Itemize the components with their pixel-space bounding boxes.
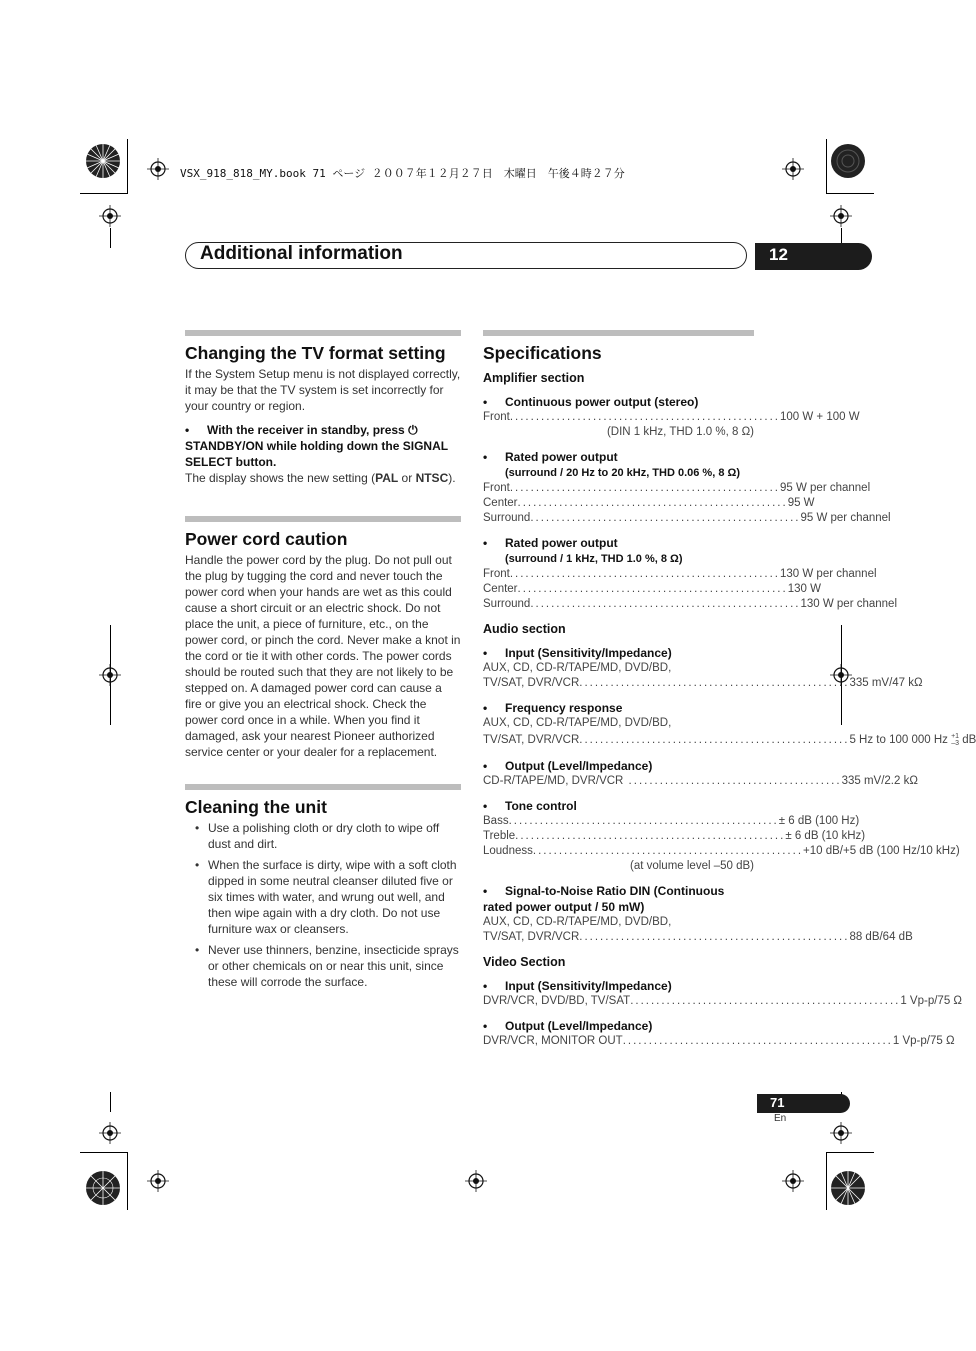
crosshair-icon	[99, 664, 121, 686]
spec-label: Surround	[483, 512, 531, 524]
spec-row: TV/SAT, DVR/VCR .................................................... 335 mV/47 kΩ	[483, 677, 923, 689]
crosshair-icon	[99, 1122, 121, 1144]
crosshair-icon	[465, 1170, 487, 1192]
tv-format-intro: If the System Setup menu is not displayed correctly, it may be that the TV system is set incorrectly for your country or region.	[185, 367, 461, 413]
amplifier-heading: Amplifier section	[483, 371, 585, 385]
spec-line: AUX, CD, CD-R/TAPE/MD, DVD/BD,	[483, 916, 672, 928]
bullet: •	[195, 821, 200, 835]
spec-row: Front .................................................... 95 W per channel	[483, 482, 871, 494]
item-text: When the surface is dirty, wipe with a soft cloth dipped in some neutral cleanser diluted five or six times with water, and wrung out well, and then wipe again with a dry cloth. Do not use furniture wax or cleansers.	[208, 858, 457, 936]
section-title: Specifications	[483, 343, 602, 363]
spec-row: Bass .................................................... ± 6 dB (100 Hz)	[483, 815, 860, 827]
page-number: 71	[770, 1095, 785, 1110]
tolerance-plus: +1	[951, 732, 960, 740]
spec-label: Loudness	[483, 845, 533, 857]
spec-value: 100 W + 100 W	[780, 411, 860, 423]
spec-value: 335 mV/47 kΩ	[849, 677, 923, 689]
tv-format-result	[185, 470, 461, 486]
spec-value: 95 W per channel	[800, 512, 891, 524]
spec-value: ± 6 dB (100 Hz)	[778, 815, 860, 827]
spec-heading-text: Output (Level/Impedance)	[505, 759, 653, 773]
starburst-mark-tl	[85, 143, 121, 179]
crosshair-icon	[782, 1170, 804, 1192]
spec-label: DVR/VCR, DVD/BD, TV/SAT	[483, 995, 631, 1007]
spec-row: DVR/VCR, DVD/BD, TV/SAT .................................................... 1 Vp-p/75 Ω	[483, 995, 963, 1007]
spec-heading	[483, 758, 754, 774]
spec-value: 130 W per channel	[780, 568, 877, 580]
list-item	[185, 857, 461, 937]
spec-row: Center .................................................... 130 W	[483, 583, 821, 595]
spec-value: +10 dB/+5 dB (100 Hz/10 kHz)	[803, 845, 960, 857]
bullet: •	[483, 701, 488, 715]
left-column	[185, 330, 461, 995]
audio-heading: Audio section	[483, 622, 566, 636]
bullet: •	[483, 979, 488, 993]
frequency-response-spec	[483, 700, 976, 749]
section-rule	[483, 330, 754, 336]
rated-power-spec-2	[483, 535, 898, 612]
spec-line: AUX, CD, CD-R/TAPE/MD, DVD/BD,	[483, 662, 672, 674]
bullet: •	[483, 450, 488, 464]
spec-heading-text: Input (Sensitivity/Impedance)	[505, 646, 672, 660]
result-suffix: ).	[448, 471, 456, 485]
spec-row: Surround .................................................... 95 W per channel	[483, 512, 891, 524]
section-rule	[185, 516, 461, 522]
section-title: Changing the TV format setting	[185, 343, 446, 363]
chapter-title: Additional information	[200, 243, 403, 264]
list-item	[185, 820, 461, 852]
spec-heading-text: Signal-to-Noise Ratio DIN (Continuous rated power output / 50 mW)	[483, 884, 725, 914]
crosshair-icon	[782, 158, 804, 180]
spec-row: Center .................................................... 95 W	[483, 497, 815, 509]
spec-value: ± 6 dB (10 kHz)	[785, 830, 866, 842]
spec-row: CD-R/TAPE/MD, DVR/VCR ......................................... 335 mV/2.2 kΩ	[483, 775, 918, 787]
spec-heading	[483, 700, 754, 716]
item-text: Never use thinners, benzine, insecticide sprays or other chemicals on or near this unit, since these will corrode the surface.	[208, 943, 459, 989]
starburst-mark-br	[830, 1170, 866, 1206]
power-cord-body: Handle the power cord by the plug. Do not pull out the plug by tugging the cord and never touch the power cord when your hands are wet as this could cause a short circuit or an electric shock. Do not place the unit, a piece of furniture, etc., on the power cord, or pinch the cord. Never make a knot in the cord or tie it with other cords. The power cords should be routed such that they are not likely to be stepped on. A damaged power cord can cause a fire or give you an electrical shock. Check the power cord once in a while. When you find it damaged, ask your nearest Pioneer authorized service center or your dealer for a replacement.	[185, 553, 461, 759]
spec-value: 95 W per channel	[780, 482, 871, 494]
spec-row: DVR/VCR, MONITOR OUT .................................................... 1 Vp-p/75 Ω	[483, 1035, 955, 1047]
tv-format-step	[185, 422, 461, 470]
spec-label: Front	[483, 411, 510, 423]
spec-value: 130 W per channel	[800, 598, 898, 610]
spec-label: TV/SAT, DVR/VCR	[483, 931, 580, 943]
tv-format-section	[185, 330, 461, 486]
bullet: •	[483, 1019, 488, 1033]
section-title: Power cord caution	[185, 529, 348, 549]
spec-heading-text: Rated power output	[505, 450, 618, 464]
chapter-number: 12	[769, 245, 788, 264]
freq-unit: dB	[962, 734, 976, 746]
spec-heading	[483, 394, 754, 410]
spec-label: Front	[483, 568, 510, 580]
spec-heading	[483, 535, 754, 551]
result-or: or	[398, 471, 416, 485]
spec-row: Treble .................................................... ± 6 dB (10 kHz)	[483, 830, 866, 842]
spec-row: TV/SAT, DVR/VCR .................................................... 88 dB/64 dB	[483, 931, 913, 943]
spec-row: Front .................................................... 100 W + 100 W	[483, 411, 860, 423]
bullet: •	[483, 646, 488, 660]
power-cord-section	[185, 516, 461, 760]
spec-label: Treble	[483, 830, 516, 842]
crosshair-icon	[99, 205, 121, 227]
bullet: •	[483, 884, 488, 898]
spec-heading	[483, 798, 754, 814]
spec-label: CD-R/TAPE/MD, DVR/VCR	[483, 775, 624, 787]
bullet: •	[195, 858, 200, 872]
crosshair-icon	[830, 1122, 852, 1144]
spec-label: TV/SAT, DVR/VCR	[483, 734, 580, 746]
spec-note: (at volume level –50 dB)	[629, 860, 754, 872]
spec-value: 335 mV/2.2 kΩ	[841, 775, 918, 787]
spec-row: Surround .................................................... 130 W per channel	[483, 598, 898, 610]
section-rule	[185, 330, 461, 336]
spec-label: Front	[483, 482, 510, 494]
spec-row: TV/SAT, DVR/VCR .................................................... 5 Hz to 100 000 Hz +1 –3 dB	[483, 731, 754, 749]
starburst-mark-bl	[85, 1170, 121, 1206]
spec-value: 1 Vp-p/75 Ω	[892, 1035, 955, 1047]
ntsc-label: NTSC	[415, 471, 449, 485]
spec-value: 1 Vp-p/75 Ω	[900, 995, 963, 1007]
spec-value: 130 W	[787, 583, 821, 595]
specifications-column	[483, 330, 976, 1058]
spec-heading	[483, 449, 754, 465]
spec-heading-text: Output (Level/Impedance)	[505, 1019, 653, 1033]
pal-label: PAL	[375, 471, 399, 485]
cleaning-section	[185, 784, 461, 990]
audio-output-spec	[483, 758, 918, 789]
spec-heading-text: Input (Sensitivity/Impedance)	[505, 979, 672, 993]
continuous-power-spec	[483, 394, 860, 440]
spec-heading-text: Tone control	[505, 799, 577, 813]
spec-label: DVR/VCR, MONITOR OUT	[483, 1035, 623, 1047]
freq-range: 5 Hz to 100 000 Hz	[849, 734, 948, 746]
spec-note: (DIN 1 kHz, THD 1.0 %, 8 Ω)	[606, 426, 754, 438]
bullet: •	[483, 759, 488, 773]
spec-label: Surround	[483, 598, 531, 610]
bullet: •	[185, 423, 190, 437]
spec-heading	[483, 883, 754, 915]
spec-label: Center	[483, 583, 518, 595]
cleaning-list	[185, 820, 461, 990]
section-title: Cleaning the unit	[185, 797, 327, 817]
spec-heading-text: Frequency response	[505, 701, 623, 715]
spec-heading	[483, 1018, 754, 1034]
spec-row: Loudness .................................................... +10 dB/+5 dB (100 Hz/10 kHz)	[483, 845, 960, 857]
video-input-spec	[483, 978, 963, 1009]
spec-heading	[483, 645, 754, 661]
spec-label: Center	[483, 497, 518, 509]
spec-value: 95 W	[787, 497, 815, 509]
spec-condition: (surround / 20 Hz to 20 kHz, THD 0.06 %, 8 Ω)	[505, 467, 740, 479]
page-language: En	[774, 1113, 787, 1124]
crosshair-icon	[147, 158, 169, 180]
bullet: •	[483, 395, 488, 409]
bullet: •	[483, 536, 488, 550]
step-text: With the receiver in standby, press ⏻ STANDBY/ON while holding down the SIGNAL SELECT button.	[185, 423, 448, 469]
item-text: Use a polishing cloth or dry cloth to wipe off dust and dirt.	[208, 821, 440, 851]
spec-heading-text: Continuous power output (stereo)	[505, 395, 699, 409]
file-header: VSX_918_818_MY.book 71 ページ ２００７年１２月２７日 木曜日 午後４時２７分	[180, 167, 625, 180]
spec-condition: (surround / 1 kHz, THD 1.0 %, 8 Ω)	[505, 553, 683, 565]
spec-heading-text: Rated power output	[505, 536, 618, 550]
bullet: •	[483, 799, 488, 813]
crosshair-icon	[830, 205, 852, 227]
spec-row: Front .................................................... 130 W per channel	[483, 568, 877, 580]
spec-value: 88 dB/64 dB	[849, 931, 913, 943]
crosshair-icon	[147, 1170, 169, 1192]
registration-circle-tr	[830, 143, 866, 179]
audio-input-spec	[483, 645, 923, 691]
bullet: •	[195, 943, 200, 957]
tone-control-spec	[483, 798, 960, 874]
tolerance-minus: –3	[951, 739, 959, 747]
section-rule	[185, 784, 461, 790]
snr-spec	[483, 883, 913, 945]
spec-heading	[483, 978, 754, 994]
spec-value	[849, 731, 976, 749]
video-heading: Video Section	[483, 955, 566, 969]
spec-label: TV/SAT, DVR/VCR	[483, 677, 580, 689]
result-prefix: The display shows the new setting (	[185, 471, 376, 485]
video-output-spec	[483, 1018, 955, 1049]
list-item	[185, 942, 461, 990]
spec-label: Bass	[483, 815, 509, 827]
rated-power-spec-1	[483, 449, 891, 526]
spec-line: AUX, CD, CD-R/TAPE/MD, DVD/BD,	[483, 717, 672, 729]
